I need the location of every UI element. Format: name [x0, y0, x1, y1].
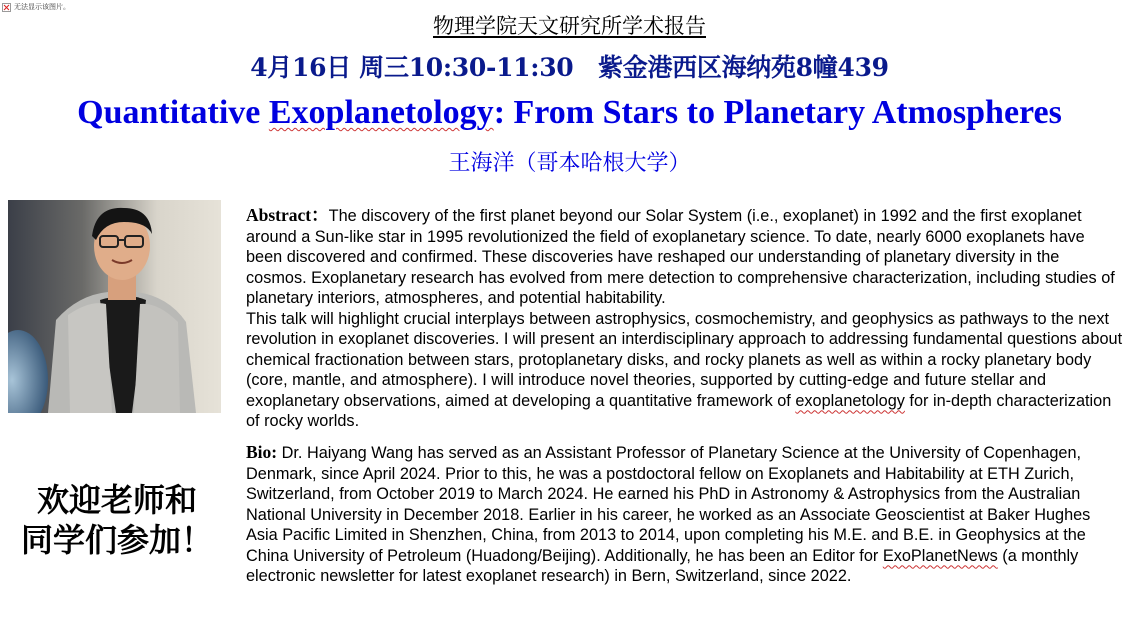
welcome-message — [12, 480, 222, 560]
abstract-section — [246, 205, 1124, 432]
organizer-title: 物理学院天文研究所学术报告 — [433, 14, 706, 38]
date-time-venue: 4月16日 周三10:30-11:30 紫金港西区海纳苑8幢439 — [250, 53, 889, 82]
speaker-photo — [8, 200, 221, 413]
talk-title-flagged-word: Exoplanetology — [268, 94, 494, 131]
abstract-paragraph-1 — [246, 205, 1124, 309]
bio-label: Bio: — [246, 442, 278, 462]
abstract-flagged-word: exoplanetology — [795, 391, 905, 410]
abstract-paragraph-2 — [246, 309, 1124, 432]
bio-flagged-word: ExoPlanetNews — [882, 546, 998, 565]
talk-title — [0, 94, 1139, 132]
talk-title-part1: Quantitative — [77, 94, 269, 131]
bio-paragraph — [246, 442, 1124, 587]
bio-text-b: (a monthly electronic newsletter for latest exoplanet research) in Bern, Switzerland, since 2022. — [246, 546, 1079, 585]
bio-section — [246, 442, 1124, 587]
abstract-label: Abstract： — [246, 205, 329, 225]
abstract-text-2b: for in-depth characterization of rocky worlds. — [246, 391, 1112, 430]
welcome-line-1: 欢迎老师和 — [36, 481, 197, 519]
welcome-line-2: 同学们参加！ — [20, 521, 213, 559]
broken-image-alt-text: 无法显示该图片。 — [14, 3, 70, 11]
abstract-text-2a: This talk will highlight crucial interplays between astrophysics, cosmochemistry, and geophysics as pathways to the next revolution in exoplanet discoveries. I will present an interdisciplinary approach to addressing fundamental questions about chemical fractionation between stars, protoplanetary disks, and rocky planets as well as within a rocky planetary body (core, mantle, and atmosphere). I will introduce novel theories, supported by cutting-edge and future stellar and exoplanetary observations, aimed at developing a quantitative framework of — [246, 309, 1123, 410]
bio-text-a: Dr. Haiyang Wang has served as an Assistant Professor of Planetary Science at the University of Copenhagen, Denmark, since April 2024. Prior to this, he was a postdoctoral fellow on Exoplanets and Habitability at ETH Zurich, Switzerland, from October 2019 to March 2024. He earned his PhD in Astronomy & Astrophysics from the Australian National University in December 2018. Earlier in his career, he worked as an Associate Geoscientist at Baker Hughes Asia Pacific Limited in Shenzhen, China, from 2013 to 2014, upon completing his M.E. and B.E. in Geophysics at the China University of Petroleum (Huadong/Beijing). Additionally, he has been an Editor for — [246, 444, 1091, 565]
speaker-name: 王海洋（哥本哈根大学） — [448, 151, 691, 176]
abstract-text-1: The discovery of the first planet beyond our Solar System (i.e., exoplanet) in 1992 and the first exoplanet around a Sun-like star in 1995 revolutionized the field of exoplanetary science. To date, nearly 6000 exoplanets have been discovered and confirmed. These discoveries have reshaped our understanding of planetary diversity in the cosmos. Exoplanetary research has evolved from mere detection to comprehensive characterization, including studies of planetary interiors, atmospheres, and potential habitability. — [246, 207, 1115, 307]
talk-title-part3: : From Stars to Planetary Atmospheres — [493, 94, 1062, 131]
